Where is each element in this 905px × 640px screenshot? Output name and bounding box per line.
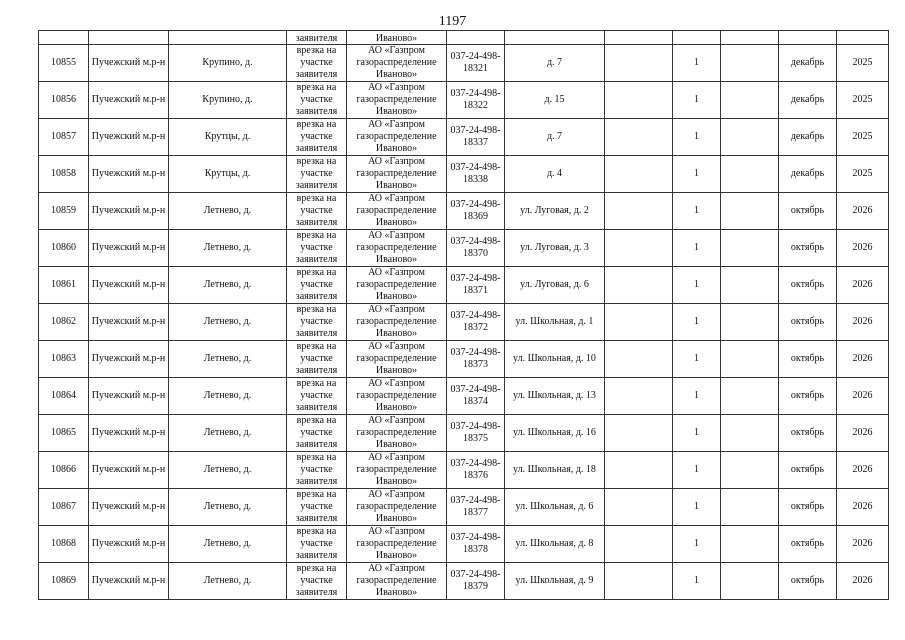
table-row-continued <box>39 31 889 45</box>
cell-connection: врезка на участке заявителя <box>287 156 347 193</box>
cell-connection: врезка на участке заявителя <box>287 230 347 267</box>
cell-connection: врезка на участке заявителя <box>287 193 347 230</box>
cell-month: октябрь <box>779 193 837 230</box>
cell-empty <box>605 489 673 526</box>
cell-empty <box>721 193 779 230</box>
cell-operator: АО «Газпром газораспределение Иваново» <box>347 119 447 156</box>
cell-year: 2026 <box>837 489 889 526</box>
cell-id: 10860 <box>39 230 89 267</box>
cell-settlement: Крутцы, д. <box>169 119 287 156</box>
cell-empty <box>447 31 505 45</box>
cell-year: 2026 <box>837 415 889 452</box>
cell-empty <box>721 156 779 193</box>
cell-empty <box>721 563 779 600</box>
cell-address: ул. Луговая, д. 3 <box>505 230 605 267</box>
cell-id: 10863 <box>39 341 89 378</box>
cell-district: Пучежский м.р-н <box>89 82 169 119</box>
cell-empty <box>605 378 673 415</box>
cell-operator: АО «Газпром газораспределение Иваново» <box>347 230 447 267</box>
cell-code: 037-24-498-18378 <box>447 526 505 563</box>
cell-operator: АО «Газпром газораспределение Иваново» <box>347 563 447 600</box>
cell-district: Пучежский м.р-н <box>89 415 169 452</box>
cell-district: Пучежский м.р-н <box>89 267 169 304</box>
cell-empty <box>605 563 673 600</box>
cell-empty <box>837 31 889 45</box>
cell-settlement: Летнево, д. <box>169 341 287 378</box>
cell-address: ул. Школьная, д. 1 <box>505 304 605 341</box>
cell-month: октябрь <box>779 230 837 267</box>
cell-district: Пучежский м.р-н <box>89 119 169 156</box>
cell-id: 10867 <box>39 489 89 526</box>
cell-empty <box>605 82 673 119</box>
cell-code: 037-24-498-18372 <box>447 304 505 341</box>
cell-qty: 1 <box>673 267 721 304</box>
cell-year: 2025 <box>837 119 889 156</box>
page-number: 1197 <box>438 14 467 29</box>
cell-qty: 1 <box>673 82 721 119</box>
cell-code: 037-24-498-18374 <box>447 378 505 415</box>
cell-month: октябрь <box>779 452 837 489</box>
cell-settlement: Летнево, д. <box>169 193 287 230</box>
cell-id: 10856 <box>39 82 89 119</box>
cell-district: Пучежский м.р-н <box>89 304 169 341</box>
cell-connection: врезка на участке заявителя <box>287 563 347 600</box>
table-row <box>39 452 889 489</box>
cell-empty <box>721 526 779 563</box>
cell-district: Пучежский м.р-н <box>89 563 169 600</box>
cell-connection: заявителя <box>287 31 347 45</box>
cell-connection: врезка на участке заявителя <box>287 45 347 82</box>
cell-qty: 1 <box>673 526 721 563</box>
cell-district: Пучежский м.р-н <box>89 378 169 415</box>
cell-empty <box>505 31 605 45</box>
cell-code: 037-24-498-18337 <box>447 119 505 156</box>
cell-month: декабрь <box>779 82 837 119</box>
cell-operator: АО «Газпром газораспределение Иваново» <box>347 267 447 304</box>
table-row <box>39 119 889 156</box>
cell-month: октябрь <box>779 526 837 563</box>
cell-settlement: Крутцы, д. <box>169 156 287 193</box>
cell-year: 2025 <box>837 45 889 82</box>
cell-code: 037-24-498-18375 <box>447 415 505 452</box>
cell-settlement: Летнево, д. <box>169 267 287 304</box>
cell-connection: врезка на участке заявителя <box>287 378 347 415</box>
cell-empty <box>605 31 673 45</box>
cell-operator: АО «Газпром газораспределение Иваново» <box>347 193 447 230</box>
cell-code: 037-24-498-18370 <box>447 230 505 267</box>
cell-address: ул. Школьная, д. 13 <box>505 378 605 415</box>
cell-qty: 1 <box>673 304 721 341</box>
cell-empty <box>89 31 169 45</box>
cell-year: 2026 <box>837 267 889 304</box>
cell-operator: АО «Газпром газораспределение Иваново» <box>347 45 447 82</box>
cell-month: октябрь <box>779 378 837 415</box>
cell-operator: АО «Газпром газораспределение Иваново» <box>347 415 447 452</box>
cell-id: 10864 <box>39 378 89 415</box>
table-row <box>39 415 889 452</box>
cell-settlement: Летнево, д. <box>169 526 287 563</box>
cell-year: 2026 <box>837 526 889 563</box>
cell-year: 2026 <box>837 452 889 489</box>
cell-address: ул. Школьная, д. 9 <box>505 563 605 600</box>
cell-district: Пучежский м.р-н <box>89 156 169 193</box>
cell-qty: 1 <box>673 230 721 267</box>
cell-qty: 1 <box>673 193 721 230</box>
table-row <box>39 156 889 193</box>
cell-id: 10859 <box>39 193 89 230</box>
cell-empty <box>605 267 673 304</box>
cell-operator: АО «Газпром газораспределение Иваново» <box>347 526 447 563</box>
cell-month: октябрь <box>779 563 837 600</box>
cell-operator: АО «Газпром газораспределение Иваново» <box>347 82 447 119</box>
cell-empty <box>779 31 837 45</box>
cell-month: октябрь <box>779 415 837 452</box>
cell-operator: АО «Газпром газораспределение Иваново» <box>347 489 447 526</box>
cell-month: декабрь <box>779 45 837 82</box>
table-row <box>39 378 889 415</box>
table-row <box>39 526 889 563</box>
cell-empty <box>721 45 779 82</box>
cell-empty <box>605 119 673 156</box>
cell-code: 037-24-498-18376 <box>447 452 505 489</box>
cell-year: 2025 <box>837 82 889 119</box>
cell-id: 10865 <box>39 415 89 452</box>
cell-code: 037-24-498-18321 <box>447 45 505 82</box>
cell-empty <box>169 31 287 45</box>
cell-address: ул. Луговая, д. 2 <box>505 193 605 230</box>
cell-connection: врезка на участке заявителя <box>287 415 347 452</box>
cell-operator: Иваново» <box>347 31 447 45</box>
cell-code: 037-24-498-18338 <box>447 156 505 193</box>
cell-connection: врезка на участке заявителя <box>287 452 347 489</box>
cell-connection: врезка на участке заявителя <box>287 119 347 156</box>
cell-empty <box>605 452 673 489</box>
cell-qty: 1 <box>673 45 721 82</box>
cell-month: октябрь <box>779 304 837 341</box>
cell-settlement: Крупино, д. <box>169 45 287 82</box>
cell-empty <box>673 31 721 45</box>
cell-address: ул. Школьная, д. 8 <box>505 526 605 563</box>
cell-empty <box>605 341 673 378</box>
cell-year: 2026 <box>837 304 889 341</box>
cell-empty <box>721 119 779 156</box>
cell-month: октябрь <box>779 489 837 526</box>
cell-district: Пучежский м.р-н <box>89 489 169 526</box>
cell-empty <box>721 82 779 119</box>
cell-qty: 1 <box>673 156 721 193</box>
table-row <box>39 45 889 82</box>
cell-empty <box>721 452 779 489</box>
cell-id: 10855 <box>39 45 89 82</box>
cell-year: 2026 <box>837 378 889 415</box>
cell-qty: 1 <box>673 415 721 452</box>
table-row <box>39 267 889 304</box>
cell-empty <box>605 304 673 341</box>
cell-year: 2026 <box>837 193 889 230</box>
cell-empty <box>605 156 673 193</box>
cell-empty <box>605 415 673 452</box>
cell-connection: врезка на участке заявителя <box>287 341 347 378</box>
cell-id: 10857 <box>39 119 89 156</box>
cell-year: 2026 <box>837 230 889 267</box>
cell-district: Пучежский м.р-н <box>89 452 169 489</box>
cell-address: ул. Школьная, д. 18 <box>505 452 605 489</box>
cell-year: 2025 <box>837 156 889 193</box>
cell-district: Пучежский м.р-н <box>89 193 169 230</box>
cell-operator: АО «Газпром газораспределение Иваново» <box>347 378 447 415</box>
table-row <box>39 341 889 378</box>
table-row <box>39 230 889 267</box>
cell-month: декабрь <box>779 156 837 193</box>
registry-table <box>38 30 889 600</box>
cell-address: ул. Школьная, д. 16 <box>505 415 605 452</box>
cell-operator: АО «Газпром газораспределение Иваново» <box>347 304 447 341</box>
cell-empty <box>605 230 673 267</box>
cell-empty <box>721 341 779 378</box>
cell-year: 2026 <box>837 341 889 378</box>
cell-year: 2026 <box>837 563 889 600</box>
table-row <box>39 489 889 526</box>
cell-connection: врезка на участке заявителя <box>287 489 347 526</box>
cell-code: 037-24-498-18377 <box>447 489 505 526</box>
cell-address: д. 7 <box>505 45 605 82</box>
cell-empty <box>39 31 89 45</box>
cell-district: Пучежский м.р-н <box>89 526 169 563</box>
cell-settlement: Летнево, д. <box>169 489 287 526</box>
cell-month: октябрь <box>779 341 837 378</box>
cell-settlement: Летнево, д. <box>169 304 287 341</box>
cell-empty <box>721 489 779 526</box>
cell-empty <box>721 267 779 304</box>
cell-address: д. 15 <box>505 82 605 119</box>
cell-code: 037-24-498-18369 <box>447 193 505 230</box>
cell-district: Пучежский м.р-н <box>89 341 169 378</box>
cell-code: 037-24-498-18371 <box>447 267 505 304</box>
cell-empty <box>721 31 779 45</box>
cell-settlement: Летнево, д. <box>169 230 287 267</box>
cell-month: декабрь <box>779 119 837 156</box>
cell-address: ул. Школьная, д. 6 <box>505 489 605 526</box>
cell-empty <box>605 45 673 82</box>
cell-id: 10862 <box>39 304 89 341</box>
cell-district: Пучежский м.р-н <box>89 230 169 267</box>
cell-settlement: Летнево, д. <box>169 563 287 600</box>
cell-operator: АО «Газпром газораспределение Иваново» <box>347 341 447 378</box>
cell-settlement: Летнево, д. <box>169 452 287 489</box>
cell-qty: 1 <box>673 341 721 378</box>
cell-code: 037-24-498-18322 <box>447 82 505 119</box>
cell-code: 037-24-498-18373 <box>447 341 505 378</box>
table-row <box>39 82 889 119</box>
cell-address: д. 7 <box>505 119 605 156</box>
cell-qty: 1 <box>673 452 721 489</box>
cell-id: 10861 <box>39 267 89 304</box>
cell-address: д. 4 <box>505 156 605 193</box>
cell-address: ул. Школьная, д. 10 <box>505 341 605 378</box>
cell-settlement: Крупино, д. <box>169 82 287 119</box>
table-row <box>39 563 889 600</box>
table-row <box>39 193 889 230</box>
cell-operator: АО «Газпром газораспределение Иваново» <box>347 452 447 489</box>
cell-operator: АО «Газпром газораспределение Иваново» <box>347 156 447 193</box>
cell-empty <box>721 230 779 267</box>
cell-connection: врезка на участке заявителя <box>287 267 347 304</box>
cell-settlement: Летнево, д. <box>169 378 287 415</box>
cell-connection: врезка на участке заявителя <box>287 304 347 341</box>
cell-address: ул. Луговая, д. 6 <box>505 267 605 304</box>
cell-empty <box>605 193 673 230</box>
cell-id: 10869 <box>39 563 89 600</box>
cell-qty: 1 <box>673 489 721 526</box>
cell-id: 10868 <box>39 526 89 563</box>
cell-id: 10858 <box>39 156 89 193</box>
cell-connection: врезка на участке заявителя <box>287 82 347 119</box>
cell-empty <box>605 526 673 563</box>
cell-district: Пучежский м.р-н <box>89 45 169 82</box>
cell-qty: 1 <box>673 563 721 600</box>
cell-empty <box>721 378 779 415</box>
cell-empty <box>721 415 779 452</box>
cell-qty: 1 <box>673 378 721 415</box>
cell-month: октябрь <box>779 267 837 304</box>
cell-code: 037-24-498-18379 <box>447 563 505 600</box>
cell-settlement: Летнево, д. <box>169 415 287 452</box>
cell-connection: врезка на участке заявителя <box>287 526 347 563</box>
cell-id: 10866 <box>39 452 89 489</box>
cell-empty <box>721 304 779 341</box>
cell-qty: 1 <box>673 119 721 156</box>
table-row <box>39 304 889 341</box>
